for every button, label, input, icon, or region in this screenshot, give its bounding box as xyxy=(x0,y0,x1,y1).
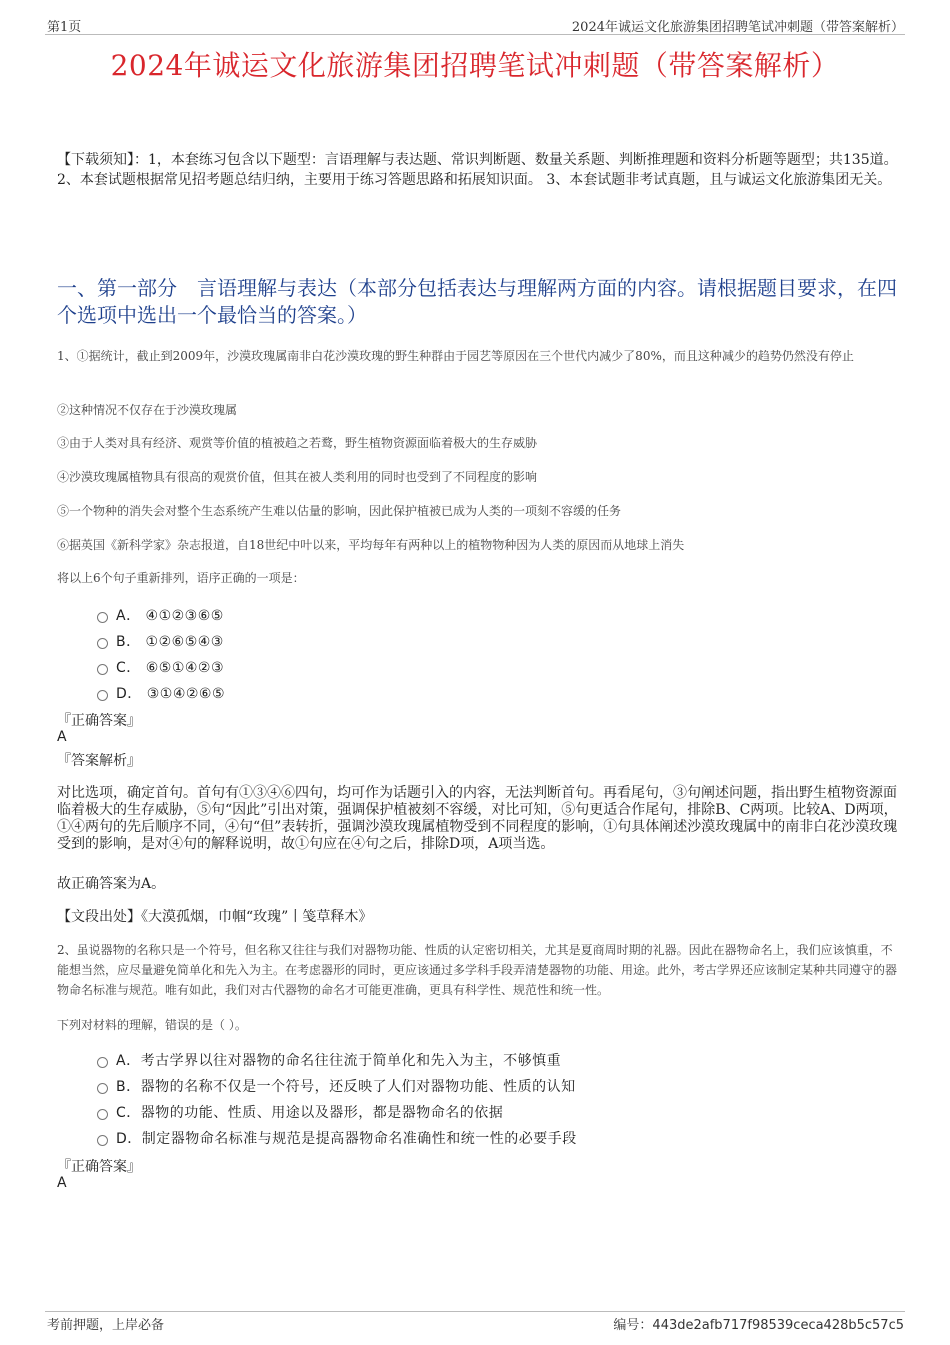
q2-option-d-label: D．制定器物命名标准与规范是提高器物命名准确性和统一性的必要手段 xyxy=(116,1131,577,1147)
q2-stem: 2、虽说器物的名称只是一个符号，但名称又往往与我们对器物功能、性质的认定密切相关，尤其是夏商周时期的礼器。因此在器物命名上，我们应该慎重，不能想当然，应尽量避免简单化和先入为主。在考虑器形的同时，更应该通过多学科手段弄清楚器物的功能、用途。此外，考古学界还应该制定某种共同遵守的器物命名标准与规范。唯有如此，我们对古代器物的命名才可能更准确，更具有科学性、规范性和统一性。 xyxy=(57,943,898,997)
radio-circle-icon[interactable] xyxy=(97,1135,108,1146)
radio-circle-icon[interactable] xyxy=(97,612,108,623)
radio-circle-icon[interactable] xyxy=(97,1057,108,1068)
q1-analysis: 对比选项，确定首句。首句有①③④⑥四句，均可作为话题引入的内容，无法判断首句。再看尾句，③句阐述问题，指出野生植物资源面临着极大的生存威胁，⑤句“因此”引出对策，强调保护植被刻不容缓，对比可知，⑤句更适合作尾句，排除B、C两项。比较A、D两项，①④两句的先后顺序不同，④句“但”表转折，强调沙漠玫瑰属植物受到不同程度的影响，①句具体阐述沙漠玫瑰属中的南非白花沙漠玫瑰受到的影响，是对④句的解释说明，故①句应在④句之后，排除D项，A项当选。 xyxy=(57,785,898,852)
radio-circle-icon[interactable] xyxy=(97,1109,108,1120)
q2-option-a-label: A．考古学界以往对器物的命名往往流于简单化和先入为主，不够慎重 xyxy=(116,1053,562,1069)
q1-conclusion: 故正确答案为A。 xyxy=(57,876,166,892)
document-title: 2024年诚运文化旅游集团招聘笔试冲刺题（带答案解析） xyxy=(110,49,840,82)
q1-option-c[interactable] xyxy=(97,657,224,677)
q2-answer-label: 『正确答案』 xyxy=(57,1159,141,1175)
q1-option-a-label: A． ④①②③⑥⑤ xyxy=(116,608,224,624)
q1-sentence-4: ④沙漠玫瑰属植物具有很高的观赏价值，但其在被人类利用的同时也受到了不同程度的影响 xyxy=(57,470,538,484)
q1-source: 【文段出处】《大漠孤烟，巾帼“玫瑰”丨笺草释木》 xyxy=(57,909,373,925)
footer-code-value: 443de2afb717f98539ceca428b5c57c5 xyxy=(652,1318,904,1333)
radio-circle-icon[interactable] xyxy=(97,690,108,701)
footer-divider xyxy=(45,1311,905,1312)
q2-option-b[interactable] xyxy=(97,1076,576,1096)
radio-circle-icon[interactable] xyxy=(97,1083,108,1094)
q1-option-b[interactable] xyxy=(97,631,224,651)
q1-option-b-label: B． ①②⑥⑤④③ xyxy=(116,634,224,650)
section-heading: 一、第一部分 言语理解与表达（本部分包括表达与理解两方面的内容。请根据题目要求，在四个选项中选出一个最恰当的答案。） xyxy=(57,276,897,327)
q1-answer: A xyxy=(57,729,67,745)
q2-option-c[interactable] xyxy=(97,1102,503,1122)
radio-circle-icon[interactable] xyxy=(97,664,108,675)
download-notice: 【下载须知】：1，本套练习包含以下题型：言语理解与表达题、常识判断题、数量关系题、判断推理题和资料分析题等题型；共135道。 2、本套试题根据常见招考题总结归纳，主要用于练习答题思路和拓展知识面。 3、本套试题非考试真题，且与诚运文化旅游集团无关。 xyxy=(57,152,898,188)
footer-slogan: 考前押题，上岸必备 xyxy=(47,1318,165,1333)
q1-option-c-label: C． ⑥⑤①④②③ xyxy=(116,660,225,676)
q1-analysis-label: 『答案解析』 xyxy=(57,753,141,769)
q2-prompt: 下列对材料的理解，错误的是（ ）。 xyxy=(57,1018,247,1032)
q1-sentence-3: ③由于人类对具有经济、观赏等价值的植被趋之若鹜，野生植物资源面临着极大的生存威胁 xyxy=(57,436,538,450)
q2-option-a[interactable] xyxy=(97,1050,561,1070)
q2-option-c-label: C．器物的功能、性质、用途以及器形，都是器物命名的依据 xyxy=(116,1105,504,1121)
q2-option-b-label: B．器物的名称不仅是一个符号，还反映了人们对器物功能、性质的认知 xyxy=(116,1079,576,1095)
q1-sentence-6: ⑥据英国《新科学家》杂志报道，自18世纪中叶以来，平均每年有两种以上的植物物种因为人类的原因而从地球上消失 xyxy=(57,538,685,552)
q1-prompt: 将以上6个句子重新排列，语序正确的一项是： xyxy=(57,571,305,585)
header-divider xyxy=(45,34,905,35)
q2-option-d[interactable] xyxy=(97,1128,577,1148)
q1-option-d-label: D． ③①④②⑥⑤ xyxy=(116,686,226,702)
q1-answer-label: 『正确答案』 xyxy=(57,713,141,729)
q2-answer: A xyxy=(57,1175,67,1191)
radio-circle-icon[interactable] xyxy=(97,638,108,649)
footer-code-label: 编号： xyxy=(613,1318,653,1333)
q1-option-d[interactable] xyxy=(97,683,225,703)
page-number: 第1页 xyxy=(47,20,82,35)
q1-sentence-5: ⑤一个物种的消失会对整个生态系统产生难以估量的影响，因此保护植被已成为人类的一项刻不容缓的任务 xyxy=(57,504,622,518)
q1-option-a[interactable] xyxy=(97,605,224,625)
q1-sentence-2: ②这种情况不仅存在于沙漠玫瑰属 xyxy=(57,403,238,417)
running-header-title: 2024年诚运文化旅游集团招聘笔试冲刺题（带答案解析） xyxy=(571,20,904,35)
q1-sentence-1: 1、①据统计，截止到2009年，沙漠玫瑰属南非白花沙漠玫瑰的野生种群由于园艺等原因在三个世代内减少了80%，而且这种减少的趋势仍然没有停止 xyxy=(57,349,854,363)
footer-code xyxy=(613,1314,904,1333)
